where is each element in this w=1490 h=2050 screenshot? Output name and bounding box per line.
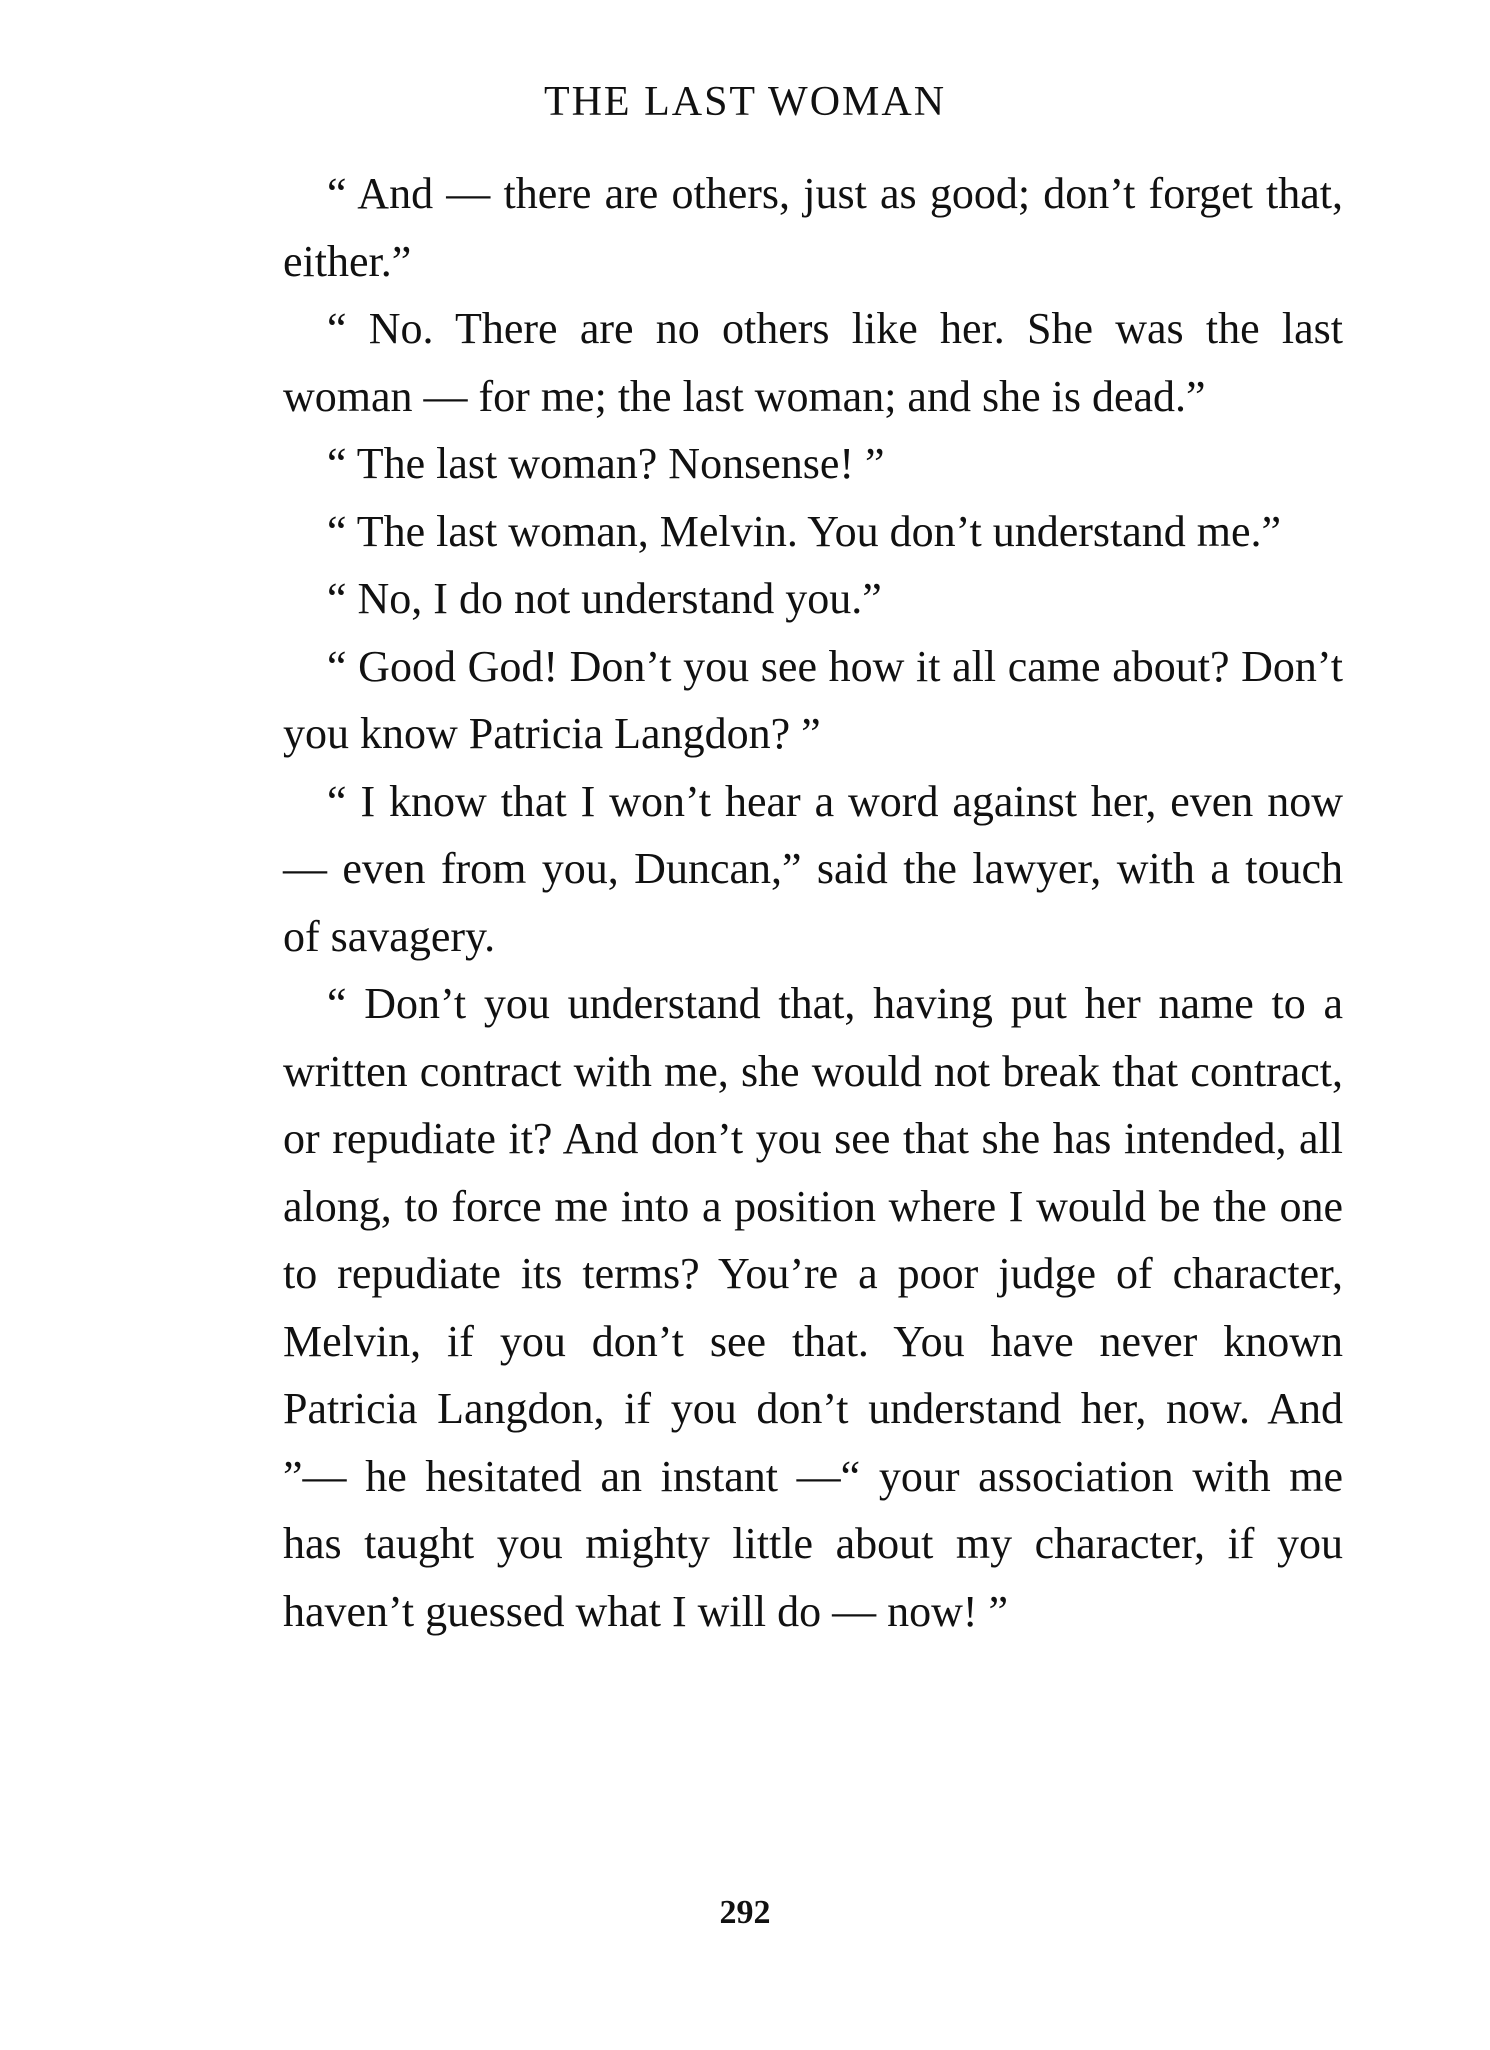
paragraph: “ The last woman, Melvin. You don’t understand me.” (327, 506, 1282, 556)
paragraph: “ I know that I won’t hear a word against her, even now — even from you, Duncan,” said the lawyer, with a touch of savagery. (283, 776, 1343, 961)
paragraph: “ No. There are no others like her. She was the last woman — for me; the last woman; and she is dead.” (283, 304, 1343, 421)
paragraph: “ The last woman? Nonsense! ” (327, 439, 885, 488)
paragraph: “ No, I do not understand you.” (327, 574, 882, 623)
page-number: 292 (719, 1894, 771, 1931)
paragraph: “ Good God! Don’t you see how it all came about? Don’t you know Patricia Langdon? ” (283, 641, 1343, 758)
body-text (283, 160, 1343, 1645)
running-head: THE LAST WOMAN (543, 79, 947, 125)
paragraph: “ Don’t you understand that, having put her name to a written contract with me, she would not break that contract, or repudiate it? And don’t you see that she has intended, all along, to force me into a position where I would be the one to repudiate its terms? You’re a poor judge of character, Melvin, if you don’t see that. You have never known Patricia Langdon, if you don’t understand her, now. And ”— he hesitated an instant —“ your association with me has taught you mighty little about my character, if you haven’t guessed what I will do — now! ” (283, 979, 1343, 1636)
paragraph: “ And — there are others, just as good; don’t forget that, either.” (283, 169, 1343, 286)
